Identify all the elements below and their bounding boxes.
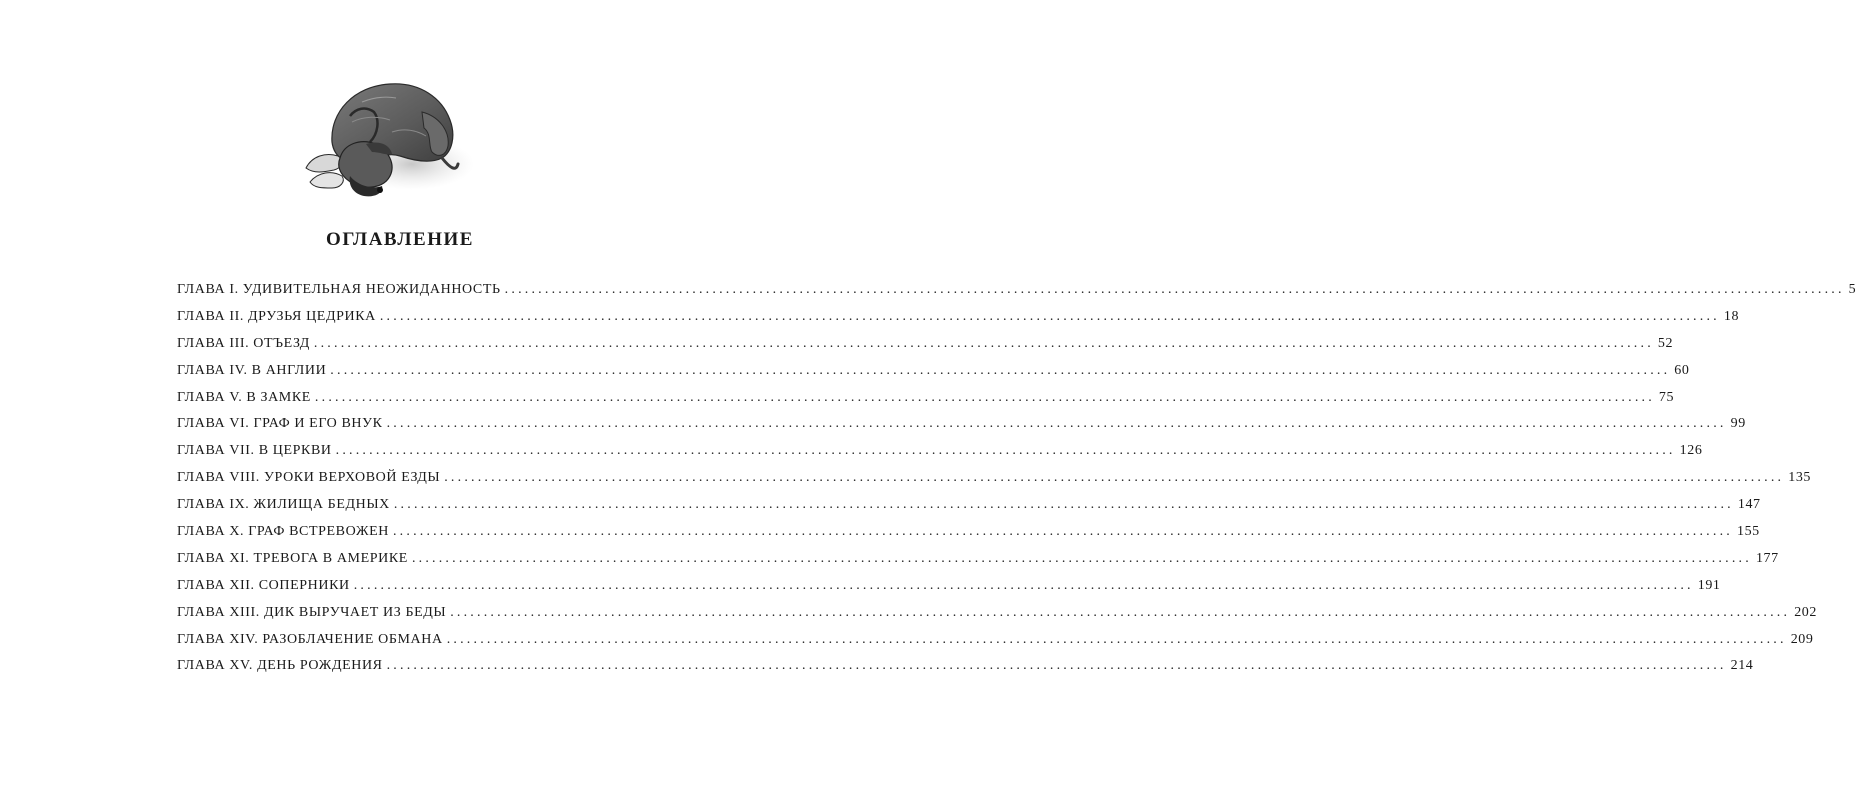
toc-entry-page-number: 99 (1730, 416, 1746, 432)
toc-dot-leader: ........................................................................................................................................................................................................ (353, 577, 1694, 593)
toc-entry[interactable] (177, 443, 1703, 470)
sleeping-dog-illustration (292, 72, 472, 202)
toc-entry-label: ГЛАВА XI. ТРЕВОГА В АМЕРИКЕ (177, 550, 408, 566)
toc-dot-leader: ........................................................................................................................................................................................................ (314, 389, 1655, 405)
toc-list (177, 282, 1856, 685)
toc-entry[interactable] (177, 389, 1675, 417)
toc-dot-leader: ........................................................................................................................................................................................................ (393, 497, 1734, 513)
toc-entry[interactable] (177, 604, 1818, 632)
toc-dot-leader: ........................................................................................................................................................................................................ (386, 658, 1727, 674)
toc-entry[interactable] (177, 631, 1814, 659)
toc-entry-page-number: 60 (1674, 362, 1690, 378)
toc-entry-label: ГЛАВА VIII. УРОКИ ВЕРХОВОЙ ЕЗДЫ (177, 470, 441, 486)
toc-entry-page-number: 177 (1755, 550, 1779, 566)
toc-dot-leader: ........................................................................................................................................................................................................ (392, 524, 1733, 540)
toc-dot-leader: ........................................................................................................................................................................................................ (386, 416, 1727, 432)
toc-dot-leader: ........................................................................................................................................................................................................ (450, 604, 1791, 620)
toc-entry-page-number: 202 (1794, 604, 1818, 620)
toc-dot-leader: ........................................................................................................................................................................................................ (446, 631, 1787, 647)
toc-entry[interactable] (177, 282, 1856, 309)
toc-entry-label: ГЛАВА IV. В АНГЛИИ (177, 362, 327, 378)
toc-entry-label: ГЛАВА XIII. ДИК ВЫРУЧАЕТ ИЗ БЕДЫ (177, 604, 447, 620)
toc-entry-label: ГЛАВА X. ГРАФ ВСТРЕВОЖЕН (177, 524, 389, 540)
toc-entry-label: ГЛАВА I. УДИВИТЕЛЬНАЯ НЕОЖИДАННОСТЬ (177, 282, 501, 297)
toc-entry[interactable] (177, 577, 1721, 605)
toc-entry[interactable] (177, 470, 1812, 497)
toc-entry-page-number: 147 (1737, 497, 1761, 513)
toc-entry-label: ГЛАВА III. ОТЪЕЗД (177, 335, 310, 351)
toc-entry-page-number: 18 (1723, 308, 1740, 324)
toc-dot-leader: ........................................................................................................................................................................................................ (411, 550, 1752, 566)
toc-entry-label: ГЛАВА VII. В ЦЕРКВИ (177, 443, 332, 459)
toc-entry-label: ГЛАВА V. В ЗАМКЕ (177, 389, 311, 405)
toc-dot-leader: ........................................................................................................................................................................................................ (335, 443, 1676, 459)
toc-entry[interactable] (177, 335, 1674, 363)
toc-entry[interactable] (177, 416, 1746, 443)
page-title: ОГЛАВЛЕНИЕ (326, 229, 474, 250)
toc-entry-label: ГЛАВА VI. ГРАФ И ЕГО ВНУК (177, 416, 383, 432)
toc-entry-page-number: 214 (1730, 658, 1754, 674)
toc-entry[interactable] (177, 524, 1760, 551)
toc-entry-label: ГЛАВА XII. СОПЕРНИКИ (177, 577, 350, 593)
toc-dot-leader: ........................................................................................................................................................................................................ (444, 470, 1785, 486)
toc-entry-page-number: 126 (1679, 443, 1703, 459)
toc-entry-label: ГЛАВА II. ДРУЗЬЯ ЦЕДРИКА (177, 308, 376, 324)
toc-dot-leader: ........................................................................................................................................................................................................ (504, 282, 1845, 297)
toc-dot-leader: ........................................................................................................................................................................................................ (330, 362, 1671, 378)
toc-entry-label: ГЛАВА XV. ДЕНЬ РОЖДЕНИЯ (177, 658, 383, 674)
toc-entry-label: ГЛАВА IX. ЖИЛИЩА БЕДНЫХ (177, 497, 390, 513)
toc-entry[interactable] (177, 362, 1690, 390)
toc-entry-page-number: 155 (1736, 524, 1760, 540)
toc-entry[interactable] (177, 308, 1740, 336)
toc-entry-page-number: 75 (1658, 389, 1675, 405)
toc-entry-label: ГЛАВА XIV. РАЗОБЛАЧЕНИЕ ОБМАНА (177, 631, 443, 647)
toc-entry[interactable] (177, 658, 1754, 685)
toc-entry-page-number: 52 (1657, 335, 1674, 351)
toc-entry-page-number: 209 (1790, 631, 1814, 647)
toc-dot-leader: ........................................................................................................................................................................................................ (379, 308, 1720, 324)
toc-entry[interactable] (177, 497, 1761, 524)
toc-entry[interactable] (177, 550, 1779, 578)
toc-entry-page-number: 5 (1848, 282, 1856, 297)
toc-entry-page-number: 135 (1788, 470, 1812, 486)
toc-dot-leader: ........................................................................................................................................................................................................ (313, 335, 1654, 351)
toc-entry-page-number: 191 (1697, 577, 1721, 593)
